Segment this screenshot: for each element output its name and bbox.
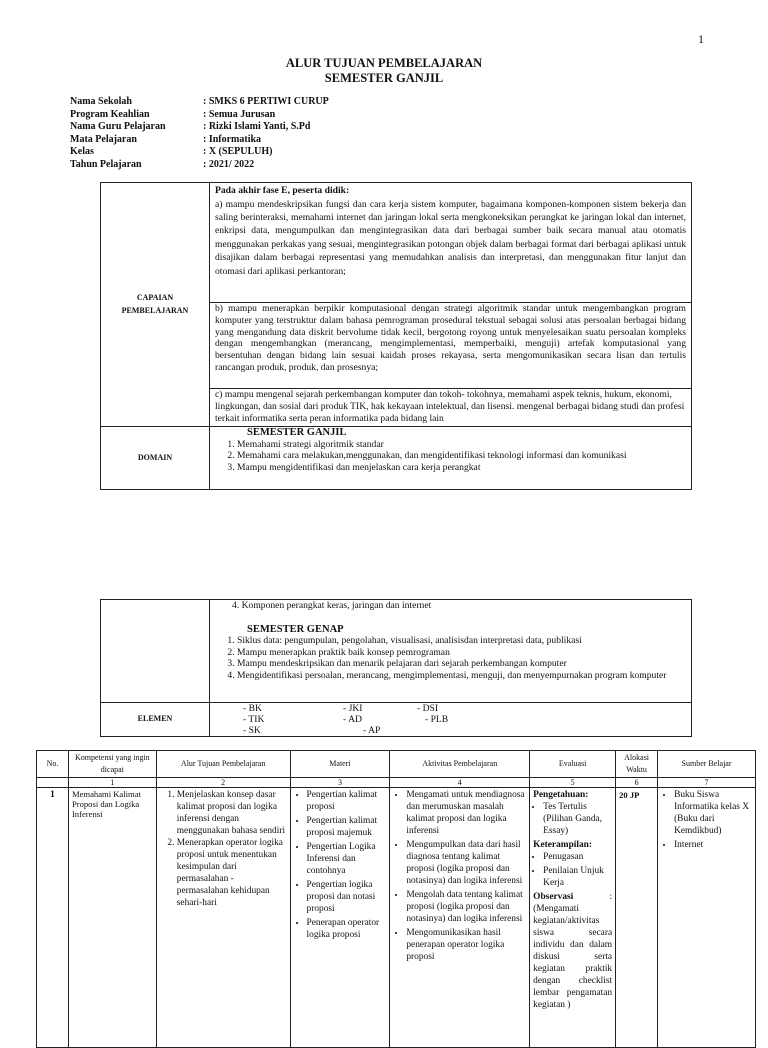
semester-ganjil-heading: SEMESTER GANJIL [247,427,347,438]
info-row: Program Keahlian : Semua Jurusan [70,108,276,120]
header-alur: Alur Tujuan Pembelajaran [156,751,290,778]
learning-flow-table [36,750,756,1048]
list-item: 3. Mampu mendeskripsikan dan menarik pelajaran dari sejarah perkembangan komputer [237,658,686,670]
list-item: • Mengumpulkan data dari hasil diagnosa tentang kalimat proposi (logika proposi dan notasinya) dan logika inferensi [406,839,526,887]
capaian-label: CAPAIAN PEMBELAJARAN [101,183,210,427]
aktivitas-cell [390,788,530,1048]
semester-genap-heading: SEMESTER GENAP [247,623,344,635]
header-no: No. [37,751,69,778]
info-row: Nama Sekolah : SMKS 6 PERTIWI CURUP [70,96,329,107]
document-title: ALUR TUJUAN PEMBELAJARAN [285,56,483,70]
capaian-a-cell [210,183,692,303]
genap-list [215,635,686,681]
domain-list [215,439,686,474]
header-sumber: Sumber Belajar [658,751,756,778]
header-materi: Materi [290,751,390,778]
list-item: 1. Memahami strategi algoritmik standar [237,439,686,451]
list-item: • Pengertian kalimat proposi majemuk [307,815,387,839]
info-row: Kelas : X (SEPULUH) [70,146,273,157]
list-item: • Pengertian logika proposi dan notasi proposi [307,879,387,915]
domain-cell [210,427,692,490]
col-number: 6 [616,778,658,788]
school-info [70,96,329,171]
col-number: 5 [530,778,616,788]
list-item: 2. Mampu menerapkan praktik baik konsep pemrograman [237,647,686,659]
list-item: 1. Siklus data: pengumpulan, pengolahan, visualisasi, analisisdan interpretasi data, publikasi [237,635,686,647]
table-row [37,788,756,1048]
materi-cell [290,788,390,1048]
header-aktivitas: Aktivitas Pembelajaran [390,751,530,778]
list-item: • Mengolah data tentang kalimat proposi (logika proposi dan notasinya) dan logika inferensi [406,889,526,925]
info-row: Tahun Pelajaran : 2021/ 2022 [70,158,255,170]
list-item: 3. Mampu mengidentifikasi dan menjelaskan cara kerja perangkat [237,462,686,474]
list-item: 2. Memahami cara melakukan,menggunakan, dan mengidentifikasi teknologi informasi dan komunikasi [237,450,686,462]
col-number: 1 [68,778,156,788]
header-evaluasi: Evaluasi [530,751,616,778]
header-kompetensi: Kompetensi yang ingin dicapai [68,751,156,778]
col-number: 4 [390,778,530,788]
list-item: • Penerapan operator logika proposi [307,917,387,941]
alur-cell [156,788,290,1048]
domain-continued-cell [210,600,692,703]
info-row: Nama Guru Pelajaran : Rizki Islami Yanti, S.Pd [70,121,311,132]
list-item: • Pengertian Logika Inferensi dan contohnya [307,841,387,877]
col-number: 7 [658,778,756,788]
list-item: • Buku Siswa Informatika kelas X (Buku dari Kemdikbud) [674,789,752,837]
document-subtitle: SEMESTER GANJIL [324,71,444,85]
list-item: • Mengomunikasikan hasil penerapan operator logika proposi [406,927,526,963]
list-item: 1. Menjelaskan konsep dasar kalimat proposi dan logika inferensi dengan menggunakan bahasa sendiri [177,789,287,837]
list-item: • Internet [674,839,752,851]
elemen-cell: - BK - JKI - DSI - TIK - AD - PLB - SK - AP [210,703,692,737]
domain-label: DOMAIN [101,427,210,490]
capaian-b: b) mampu menerapkan berpikir komputasional dengan strategi algoritmik standar untuk mengembangkan program komputer yang terstruktur dalam bahasa pemrograman prosedural tekstual sebagai solusi atas persoalan berbagai bidang yang mengandung data diskrit bervolume tidak kecil, bergotong royong untuk menyelesaikan suatu persoalan kompleks dengan mengembangkan (merancang, mengimplementasi, memperbaiki, menguji) artefak komputasional yang bersentuhan dengan bidang lain sesuai kaidah proses rekayasa, serta mengomunikasikan secara lisan dan tertulis rancangan produk, produk, dan prosesnya; [210,303,692,389]
capaian-table [100,182,692,490]
col-number: 3 [290,778,390,788]
info-row: Mata Pelajaran : Informatika [70,133,262,145]
row-number: 1 [37,788,69,1048]
col-number: 2 [156,778,290,788]
capaian-a: a) mampu mendeskripsikan fungsi dan cara kerja sistem komputer, bagaimana komponen-komponen sistem bekerja dan saling berinteraksi, memahami internet dan jaringan lokal serta mengkoneksikan perangkat ke jaringan lokal dan internet, enkripsi data, mengumpulkan dan mengintegrasikan data dari berbagai sumber baik secara manual atau otomatis menggunakan perkakas yang sesuai, mengintegrasikan potongan objek dalam berbagai format dari berbagai aplikasi untuk disajikan dalam berbagai representasi yang memudahkan analisis dan interpretasi, dan menggunakan fitur lanjut dan otomasi dari aplikasi perkantoran; [215,198,686,277]
kompetensi-cell: Memahami Kalimat Proposi dan Logika Inferensi [68,788,156,1048]
domain-continued-table [100,599,692,737]
evaluasi-cell: Pengetahuan: • Tes Tertulis (Pilihan Ganda, Essay) Keterampilan: • Penugasan • Penilaian Unjuk Kerja Observasi : (Mengamati kegiatan/aktivitas siswa secara individu dan dalam diskusi serta kegiatan praktik dengan checklist lembar pengamatan kegiatan ) [530,788,616,1048]
page-number: 1 [698,32,704,46]
elemen-label: ELEMEN [101,703,210,737]
list-item: 2. Menerapkan operator logika proposi untuk menentukan kesimpulan dari permasalahan - permasalahan kehidupan sehari-hari [177,837,287,909]
capaian-heading: Pada akhir fase E, peserta didik: [215,185,350,196]
alokasi-cell: 20 JP [616,788,658,1048]
capaian-c: c) mampu mengenal sejarah perkembangan komputer dan tokoh- tokohnya, memahami aspek teknis, hukum, ekonomi, lingkungan, dan sosial dari produk TIK, hak kekayaan intelektual, dan lisensi. mengenal berbagai bidang studi dan profesi terkait informatika serta peran informatika pada bidang lain [210,389,692,427]
list-item: 4. Mengidentifikasi persoalan, merancang, mengimplementasi, menguji, dan menyempurnakan program komputer [237,670,686,682]
list-item: 4. Komponen perangkat keras, jaringan dan internet [232,600,432,611]
sumber-cell [658,788,756,1048]
list-item: • Mengamati untuk mendiagnosa dan merumuskan masalah kalimat proposi dan logika inferensi [406,789,526,837]
list-item: • Pengertian kalimat proposi [307,789,387,813]
header-alokasi: Alokasi Waktu [616,751,658,778]
